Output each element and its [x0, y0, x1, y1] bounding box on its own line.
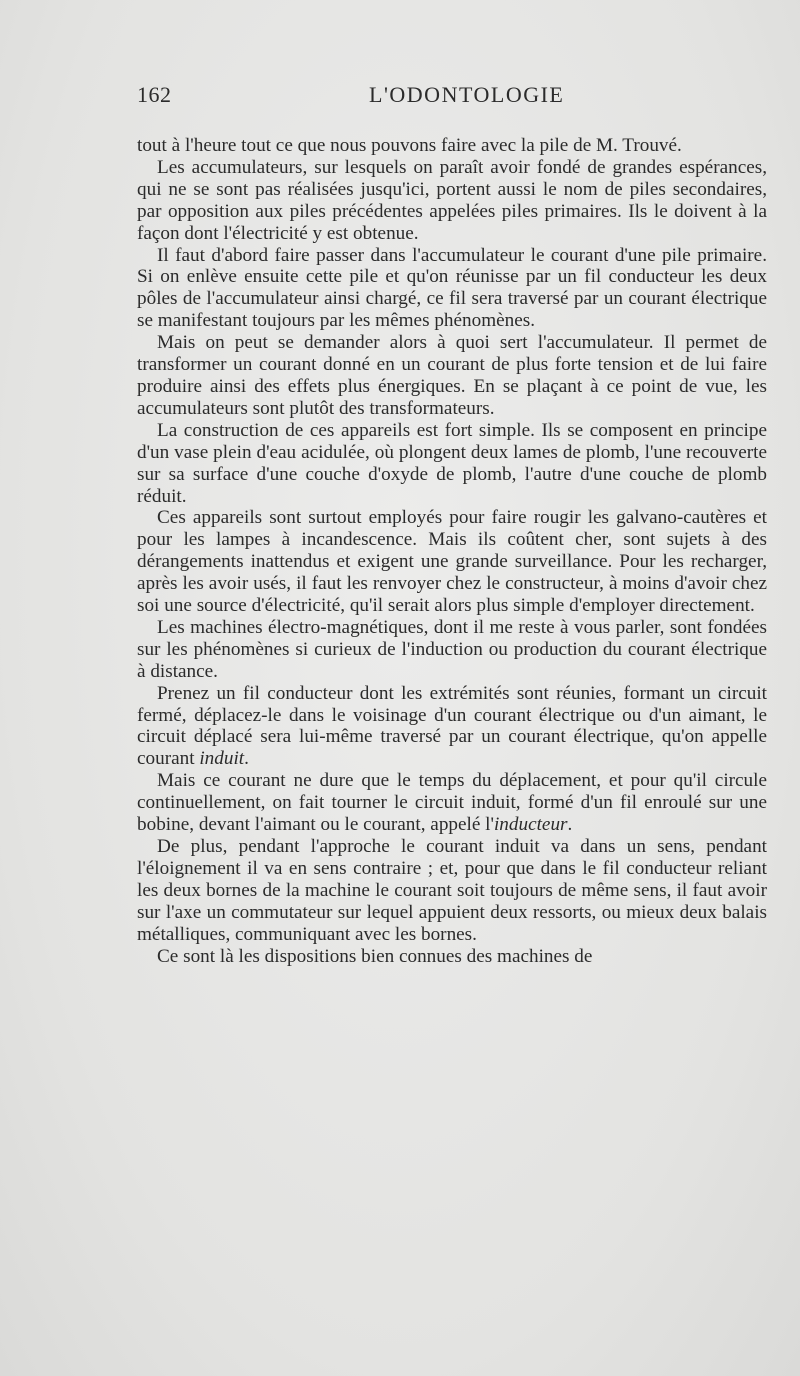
page-number: 162	[137, 82, 172, 107]
paragraph: Mais on peut se demander alors à quoi sert l'accumulateur. Il permet de transformer un courant donné en un courant de plus forte tension et de lui faire produire ainsi des effets plus énergiques. En se plaçant à ce point de vue, les accumulateurs sont plutôt des transformateurs.	[137, 332, 767, 419]
paragraph: Il faut d'abord faire passer dans l'accumulateur le courant d'une pile primaire. Si on enlève ensuite cette pile et qu'on réunisse par un fil conducteur les deux pôles de l'accumulateur ainsi chargé, ce fil sera traversé par un courant électrique se manifestant toujours par les mêmes phénomènes.	[137, 244, 767, 332]
page-header	[137, 82, 767, 112]
italic-term: inducteur	[493, 814, 568, 836]
paragraph: Les machines électro-magnétiques, dont il me reste à vous parler, sont fondées sur les phénomènes si curieux de l'induction ou production du courant électrique à distance.	[137, 616, 767, 682]
paragraph-continuation: tout à l'heure tout ce que nous pouvons faire avec la pile de M. Trouvé.	[137, 135, 682, 156]
paragraph: La construction de ces appareils est fort simple. Ils se composent en principe d'un vase plein d'eau acidulée, où plongent deux lames de plomb, l'une recouverte sur sa surface d'une couche d'oxyde de plomb, l'autre d'une couche de plomb réduit.	[137, 419, 767, 507]
italic-term: induit	[199, 748, 245, 770]
paragraph: Mais ce courant ne dure que le temps du déplacement, et pour qu'il circule continuellement, on fait tourner le circuit induit, formé d'un fil enroulé sur une bobine, devant l'aimant ou le courant, appelé l'inducteur.	[137, 770, 767, 836]
paragraph: Prenez un fil conducteur dont les extrémités sont réunies, formant un circuit fermé, déplacez-le dans le voisinage d'un courant électrique ou d'un aimant, le circuit déplacé sera lui-même traversé par un courant électrique, qu'on appelle courant induit.	[137, 682, 767, 770]
body-text	[137, 135, 767, 967]
paragraph-last: Ce sont là les dispositions bien connues des machines de	[157, 945, 593, 967]
paragraph: Les accumulateurs, sur lesquels on paraît avoir fondé de grandes espérances, qui ne se sont pas réalisées jusqu'ici, portent aussi le nom de piles secondaires, par opposition aux piles précédentes appelées piles primaires. Ils le doivent à la façon dont l'électricité y est obtenue.	[137, 156, 767, 244]
running-title: L'ODONTOLOGIE	[369, 82, 565, 107]
paragraph: Ces appareils sont surtout employés pour faire rougir les galvano-cautères et pour les lampes à incandescence. Mais ils coûtent cher, sont sujets à des dérangements inattendus et exigent une grande surveillance. Pour les recharger, après les avoir usés, il faut les renvoyer chez le constructeur, à moins d'avoir chez soi une source d'électricité, qu'il serait alors plus simple d'employer directement.	[137, 507, 767, 617]
paragraph: De plus, pendant l'approche le courant induit va dans un sens, pendant l'éloignement il va en sens contraire ; et, pour que dans le fil conducteur reliant les deux bornes de la machine le courant soit toujours de même sens, il faut avoir sur l'axe un commutateur sur lequel appuient deux ressorts, ou mieux deux balais métalliques, communiquant avec les bornes.	[137, 836, 767, 945]
